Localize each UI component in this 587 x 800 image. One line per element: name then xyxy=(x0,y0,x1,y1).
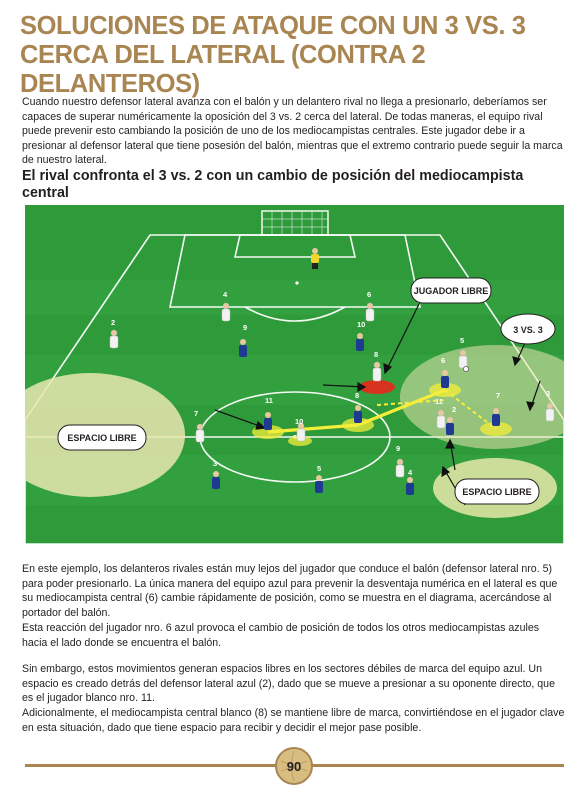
white-player-icon xyxy=(396,459,404,477)
white-player-icon xyxy=(222,303,230,321)
player-number: 2 xyxy=(111,318,116,327)
body-paragraph: En este ejemplo, los delanteros rivales están muy lejos del jugador que conduce el balón (defensor lateral nro. 5) para poder presionarlo. La única manera del equipo azul para prevenir la desventaja numérica en el lateral es que su mediocampista central (6) cambie rápidamente de posición, como se muestra en el diagrama, acercándose al portador del balón. xyxy=(22,563,558,619)
goalkeeper-player-icon xyxy=(311,248,319,269)
tactical-diagram xyxy=(25,205,564,544)
player-number: 11 xyxy=(435,397,443,406)
player-number: 4 xyxy=(408,468,413,477)
white-player-icon xyxy=(196,424,204,442)
player-number: 10 xyxy=(295,417,304,426)
page-number-ball-icon xyxy=(275,747,313,785)
callout-espacio-libre-left xyxy=(58,425,146,450)
callout-three-vs-three xyxy=(501,314,555,344)
blue-player-icon xyxy=(446,417,454,435)
player-number: 11 xyxy=(265,396,273,405)
callout-three-vs-three-label: 3 VS. 3 xyxy=(513,325,543,335)
callout-espacio-libre-right-label: ESPACIO LIBRE xyxy=(462,487,532,497)
player-number: 8 xyxy=(355,391,360,400)
intro-paragraph: Cuando nuestro defensor lateral avanza con el balón y un delantero rival no llega a presionarlo, deberíamos ser capaces de superar numéricamente la oposición del 3 vs. 2 cerca del lateral. De todas maneras, el equipo rival puede prevenir esto cambiando la posición de uno de los mediocampistas centrales. Este jugador debe ir a presionar al defensor lateral que tiene posesión del balón, mientras que el extremo contrario puede seguir la marca de nuestro lateral. xyxy=(22,96,563,167)
white-player-icon xyxy=(110,330,118,348)
player-number: 3 xyxy=(213,459,218,468)
blue-player-icon xyxy=(406,477,414,495)
blue-player-icon xyxy=(315,475,323,493)
blue-player-icon xyxy=(354,405,362,423)
player-number: 6 xyxy=(367,290,372,299)
white-player-icon xyxy=(366,303,374,321)
ball-icon xyxy=(463,366,468,371)
player-number: 3 xyxy=(546,389,551,398)
white-player-icon xyxy=(373,362,381,381)
body-paragraph: Esta reacción del jugador nro. 6 azul provoca el cambio de posición de todos los otros mediocampistas azules hacia el lado donde se encuentra el balón. xyxy=(22,622,540,649)
blue-player-icon xyxy=(492,408,500,426)
player-number: 10 xyxy=(357,320,366,329)
blue-player-icon xyxy=(239,339,247,357)
player-number: 8 xyxy=(374,350,379,359)
player-number: 2 xyxy=(452,405,457,414)
blue-player-icon xyxy=(212,471,220,489)
blue-player-icon xyxy=(356,333,364,351)
body-paragraph: Adicionalmente, el mediocampista central blanco (8) se mantiene libre de marca, convirtiéndose en el jugador clave en esta situación, dado que tiene espacio para recibir y decidir el mejor pase posible. xyxy=(22,707,565,734)
callout-espacio-libre-right xyxy=(455,479,539,504)
blue-player-icon xyxy=(441,370,449,388)
body-paragraph: Sin embargo, estos movimientos generan espacios libres en los sectores débiles de marca del equipo azul. Un espacio es creado detrás del defensor lateral azul (2), dado que se mueve a presionar a su oponente directo, que es el jugador blanco nro. 11. xyxy=(22,663,555,705)
white-player-icon xyxy=(546,403,554,421)
player-number: 7 xyxy=(194,409,199,418)
page-title: SOLUCIONES DE ATAQUE CON UN 3 VS. 3 CERCA DEL LATERAL (CONTRA 2 DELANTEROS) xyxy=(20,12,526,98)
player-number: 4 xyxy=(223,290,228,299)
white-player-icon xyxy=(437,410,445,428)
blue-player-icon xyxy=(264,412,272,430)
player-number: 5 xyxy=(460,336,465,345)
player-number: 9 xyxy=(396,444,401,453)
player-number: 9 xyxy=(243,323,248,332)
player-number: 7 xyxy=(496,391,501,400)
player-number: 5 xyxy=(317,464,322,473)
section-subtitle: El rival confronta el 3 vs. 2 con un cambio de posición del mediocampista central xyxy=(22,168,524,201)
callout-espacio-libre-left-label: ESPACIO LIBRE xyxy=(67,433,137,443)
player-number: 6 xyxy=(441,356,446,365)
pitch-svg xyxy=(25,205,564,544)
callout-jugador-libre xyxy=(411,278,491,303)
page-number: 90 xyxy=(286,758,302,774)
callout-jugador-libre-label: JUGADOR LIBRE xyxy=(413,286,489,296)
white-player-icon xyxy=(459,350,467,368)
